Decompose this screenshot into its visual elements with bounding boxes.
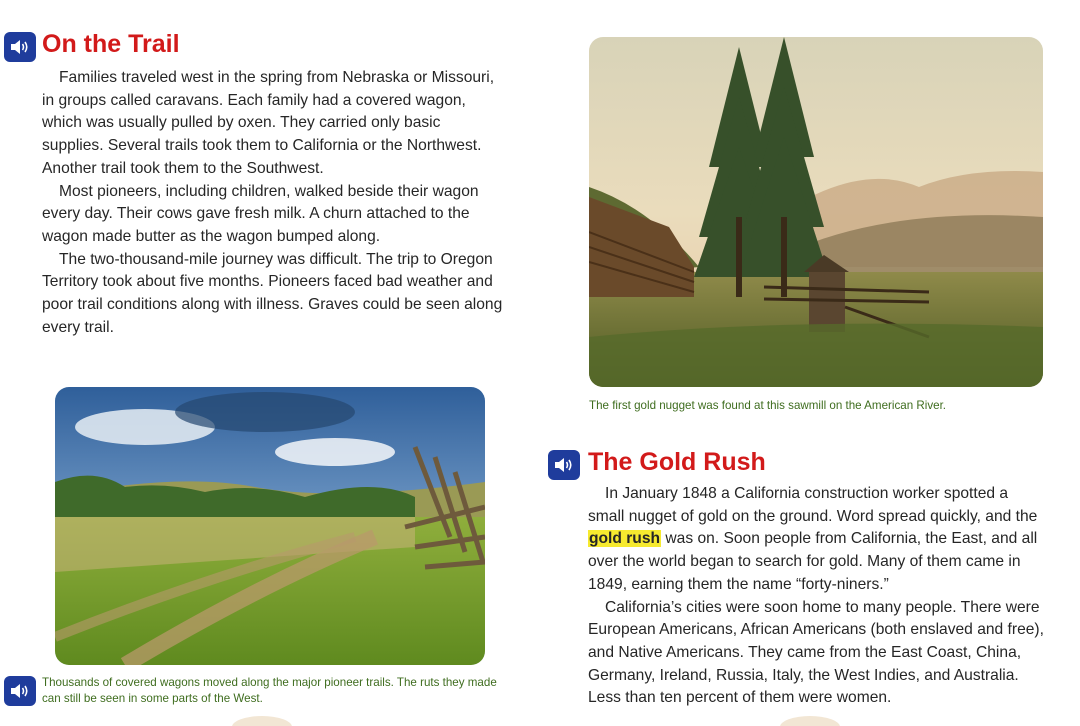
sawmill-painting — [589, 37, 1043, 387]
audio-button-caption[interactable] — [4, 676, 36, 706]
trail-paragraph-3: The two-thousand-mile journey was difficult. The trip to Oregon Territory took about five months. Pioneers faced bad weather and poor trail conditions along with illness. Graves could be seen along every trail. — [42, 250, 503, 336]
trail-paragraph-1: Families traveled west in the spring from Nebraska or Missouri, in groups called caravans. Each family had a covered wagon, which was usually pulled by oxen. They carried only basic supplies. Several trails took them to California or the Northwest. Another trail took them to the Southwest. — [42, 69, 495, 177]
audio-button-gold-rush[interactable] — [548, 450, 580, 480]
gold-rush-text-1b: was on. Soon people from California, the East, and all over the world began to search for gold. Many of them came in 1849, earning them the name “forty-niners.” — [588, 530, 1038, 593]
audio-button-trail[interactable] — [4, 32, 36, 62]
gold-rush-paragraph-1 — [588, 483, 1044, 597]
section-heading-gold-rush: The Gold Rush — [588, 448, 766, 476]
speaker-icon — [553, 456, 575, 474]
wagon-ruts-photo — [55, 387, 485, 665]
decorative-tab — [232, 716, 292, 726]
gold-rush-vocab-highlight[interactable]: gold rush — [589, 530, 661, 548]
trail-body — [42, 67, 504, 339]
wagon-ruts-caption: Thousands of covered wagons moved along the major pioneer trails. The ruts they made can still be seen in some parts of the West. — [42, 676, 497, 705]
trail-paragraph-2: Most pioneers, including children, walked beside their wagon every day. Their cows gave fresh milk. A churn attached to the wagon made butter as the wagon bumped along. — [42, 182, 479, 245]
gold-rush-paragraph-2: California’s cities were soon home to many people. There were European Americans, African Americans (both enslaved and free), and Native Americans. They came from the East Coast, China, Germany, Ireland, Russia, Italy, the West Indies, and Australia. Less than ten percent of them were women. — [588, 598, 1044, 707]
decorative-tab — [780, 716, 840, 726]
gold-rush-body — [588, 483, 1044, 710]
sawmill-caption: The first gold nugget was found at this sawmill on the American River. — [589, 399, 947, 412]
section-heading-trail: On the Trail — [42, 30, 180, 58]
gold-rush-text-1a: In January 1848 a California construction worker spotted a small nugget of gold on the ground. Word spread quickly, and the — [588, 485, 1038, 525]
speaker-icon — [9, 682, 31, 700]
speaker-icon — [9, 38, 31, 56]
